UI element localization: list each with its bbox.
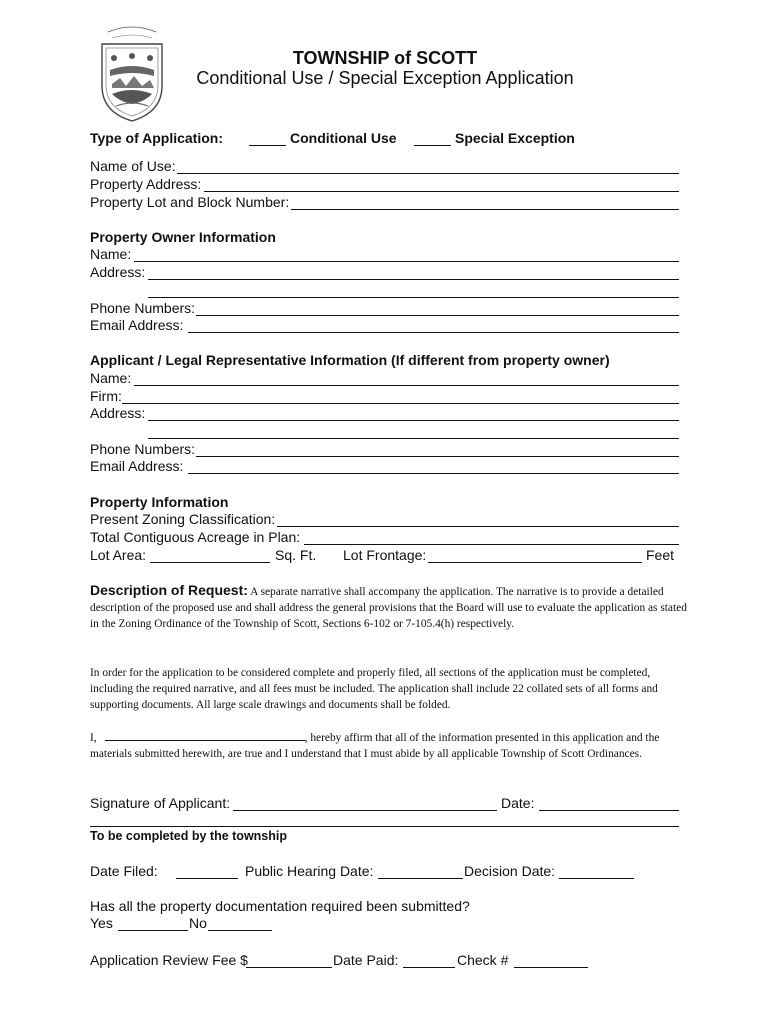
date-filed-field[interactable] xyxy=(176,878,238,879)
lot-block-label: Property Lot and Block Number: xyxy=(90,194,290,210)
owner-name-label: Name: xyxy=(90,246,132,262)
no-label: No xyxy=(189,915,207,931)
decision-date-field[interactable] xyxy=(559,878,634,879)
applicant-email-field[interactable] xyxy=(188,473,679,474)
review-fee-label: Application Review Fee $ xyxy=(90,952,248,968)
special-exception-option: Special Exception xyxy=(455,130,575,146)
description-text: A separate narrative shall accompany the application. The narrative is to provide a detailed description of the proposed use and shall address the general provisions that the Board will use to evaluate the application as stated in the Zoning Ordinance of the Township of Scott, Sections 6-102 or 7-105.4(h) respectively. xyxy=(90,586,687,630)
no-field[interactable] xyxy=(208,930,272,931)
conditional-use-option: Conditional Use xyxy=(290,130,397,146)
applicant-address-field-2[interactable] xyxy=(148,438,679,439)
signature-label: Signature of Applicant: xyxy=(90,795,231,811)
property-heading: Property Information xyxy=(90,494,229,510)
owner-email-field[interactable] xyxy=(188,332,679,333)
owner-address-label: Address: xyxy=(90,264,146,280)
owner-name-field[interactable] xyxy=(134,261,679,262)
page-title: TOWNSHIP of SCOTT xyxy=(292,48,478,68)
owner-phone-label: Phone Numbers: xyxy=(90,300,196,316)
feet-unit: Feet xyxy=(646,547,675,563)
sq-ft-unit: Sq. Ft. xyxy=(275,547,317,563)
name-of-use-label: Name of Use: xyxy=(90,158,176,174)
applicant-name-label: Name: xyxy=(90,370,132,386)
affirmation-name-field[interactable] xyxy=(105,730,305,741)
owner-address-field-2[interactable] xyxy=(148,297,679,298)
applicant-address-field[interactable] xyxy=(148,420,679,421)
signature-date-label: Date: xyxy=(501,795,535,811)
acreage-field[interactable] xyxy=(304,544,679,545)
special-exception-checkline[interactable] xyxy=(414,145,451,146)
check-number-label: Check # xyxy=(457,952,509,968)
documentation-question: Has all the property documentation required been submitted? xyxy=(90,898,470,914)
hearing-date-label: Public Hearing Date: xyxy=(245,863,374,879)
property-address-field[interactable] xyxy=(204,191,679,192)
lot-area-field[interactable] xyxy=(150,562,270,563)
zoning-label: Present Zoning Classification: xyxy=(90,511,276,527)
check-number-field[interactable] xyxy=(514,967,588,968)
applicant-firm-field[interactable] xyxy=(122,403,679,404)
conditional-use-checkline[interactable] xyxy=(249,145,286,146)
lot-frontage-label: Lot Frontage: xyxy=(343,547,427,563)
owner-email-label: Email Address: xyxy=(90,317,184,333)
application-type-label: Type of Application: xyxy=(90,130,223,146)
applicant-phone-label: Phone Numbers: xyxy=(90,441,196,457)
lot-block-field[interactable] xyxy=(291,209,679,210)
applicant-phone-field[interactable] xyxy=(196,456,679,457)
lot-area-label: Lot Area: xyxy=(90,547,147,563)
zoning-field[interactable] xyxy=(277,526,679,527)
applicant-firm-label: Firm: xyxy=(90,388,122,404)
applicant-address-label: Address: xyxy=(90,405,146,421)
affirmation-text: , hereby affirm that all of the information presented in this application and the materials submitted herewith, are true and I understand that I must abide by all applicable Township of Scott Ordinances. xyxy=(90,732,660,760)
page-subtitle: Conditional Use / Special Exception Application xyxy=(196,68,574,88)
yes-label: Yes xyxy=(90,915,113,931)
property-address-label: Property Address: xyxy=(90,176,202,192)
lot-frontage-field[interactable] xyxy=(428,562,642,563)
hearing-date-field[interactable] xyxy=(378,878,463,879)
filing-note: In order for the application to be considered complete and properly filed, all sections of the application must be completed, including the required narrative, and all fees must be included. The application shall include 22 collated sets of all forms and supporting documents. All large scale drawings and documents shall be folded. xyxy=(90,667,658,711)
applicant-name-field[interactable] xyxy=(134,385,679,386)
applicant-heading: Applicant / Legal Representative Information (If different from property owner) xyxy=(90,352,610,368)
name-of-use-field[interactable] xyxy=(177,173,679,174)
date-filed-label: Date Filed: xyxy=(90,863,158,879)
affirmation-paragraph xyxy=(90,730,690,762)
decision-date-label: Decision Date: xyxy=(464,863,556,879)
owner-heading: Property Owner Information xyxy=(90,229,276,245)
applicant-email-label: Email Address: xyxy=(90,458,184,474)
township-heading: To be completed by the township xyxy=(90,829,287,843)
owner-address-field[interactable] xyxy=(148,279,679,280)
date-paid-field[interactable] xyxy=(403,967,455,968)
section-divider xyxy=(90,826,679,827)
yes-field[interactable] xyxy=(118,930,188,931)
date-paid-label: Date Paid: xyxy=(333,952,399,968)
signature-field[interactable] xyxy=(233,810,497,811)
description-paragraph xyxy=(90,582,690,632)
township-seal-icon xyxy=(94,24,170,124)
owner-phone-field[interactable] xyxy=(196,315,679,316)
description-heading: Description of Request: xyxy=(90,582,248,598)
signature-date-field[interactable] xyxy=(539,810,679,811)
acreage-label: Total Contiguous Acreage in Plan: xyxy=(90,529,301,545)
affirmation-prefix: I, xyxy=(90,732,97,744)
review-fee-field[interactable] xyxy=(246,967,332,968)
